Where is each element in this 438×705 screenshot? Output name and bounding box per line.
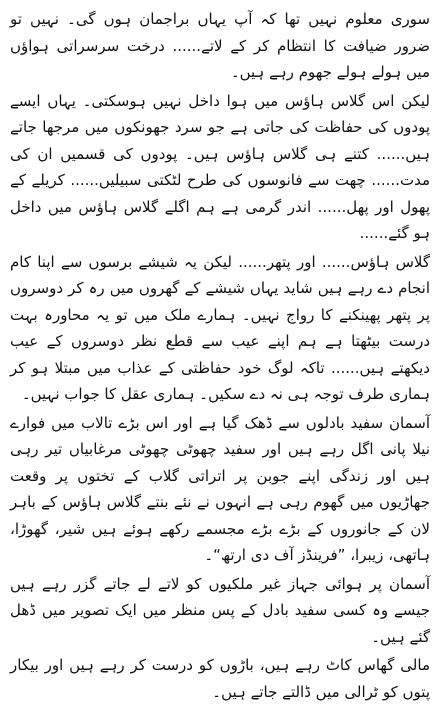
paragraph-6: مالی گھاس کاٹ رہے ہیں، باڑوں کو درست کر رہے ہیں اور بیکار پتوں کو ٹرالی میں ڈالتے جاتے ہیں۔ (10, 656, 430, 701)
paragraph-4: آسمان سفید بادلوں سے ڈھک گیا ہے اور اس بڑے تالاب میں فوارے نیلا پانی اگل رہے ہیں اور سفید چھوٹی چھوٹی مرغابیاں تیر رہی ہیں اور زندگی اپنے جوبن پر اتراتی گلاب کے تختوں پر وقعت جھاڑیوں میں گھوم رہی ہے انہوں نے نئے بنتے گلاس ہاؤس کے باہر لان کے جانوروں کے بڑے بڑے مجسمے رکھے ہوئے ہیں شیر، گھوڑا، ہاتھی، زیبرا، ”فرینڈز آف دی ارتھ“۔ (10, 413, 430, 564)
paragraph-3: گلاس ہاؤس...... اور پتھر...... لیکن یہ شیشے برسوں سے اپنا کام انجام دے رہے ہیں شاید یہاں شیشے کے گھروں میں رہ کر دوسروں پر پتھر پھینکنے کا رواج نہیں۔ ہمارے ملک میں تو یہ محاورہ بہت درست بیٹھتا ہے ہم اپنے عیب سے قطع نظر دوسروں کے عیب دیکھتے ہیں...... تاکہ لوگ خود حفاظتی کے عذاب میں مبتلا ہو کر ہماری طرف توجہ ہی نہ دے سکیں۔ ہماری عقل کا جواب نہیں۔ (10, 252, 430, 403)
paragraph-5: آسمان پر ہوائی جہاز غیر ملکیوں کو لاتے لے جاتے گزر رہے ہیں جیسے وہ کسی سفید بادل کے پس منظر میں ایک تصویر میں ڈھل گئے ہیں۔ (10, 574, 430, 646)
paragraph-2: لیکن اس گلاس ہاؤس میں ہوا داخل نہیں ہوسکتی۔ یہاں ایسے پودوں کی حفاظت کی جاتی ہے جو سرد جھونکوں میں مرجھا جاتے ہیں...... کتنے ہی گلاس ہاؤس ہیں۔ پودوں کی قسمیں ان کی مدت...... چھت سے فانوسوں کی طرح لٹکتی سبیلیں...... کریلے کے پھول اور پھل...... اندر گرمی ہے ہم اگلے گلاس ہاؤس میں داخل ہو گئے...... (10, 91, 430, 242)
paragraph-1: سوری معلوم نہیں تھا کہ آپ یہاں براجمان ہوں گی۔ نہیں تو ضرور ضیافت کا انتظام کر کے لاتے...... درخت سرسراتی ہواؤں میں ہولے ہولے جھوم رہے ہیں۔ (10, 10, 430, 81)
